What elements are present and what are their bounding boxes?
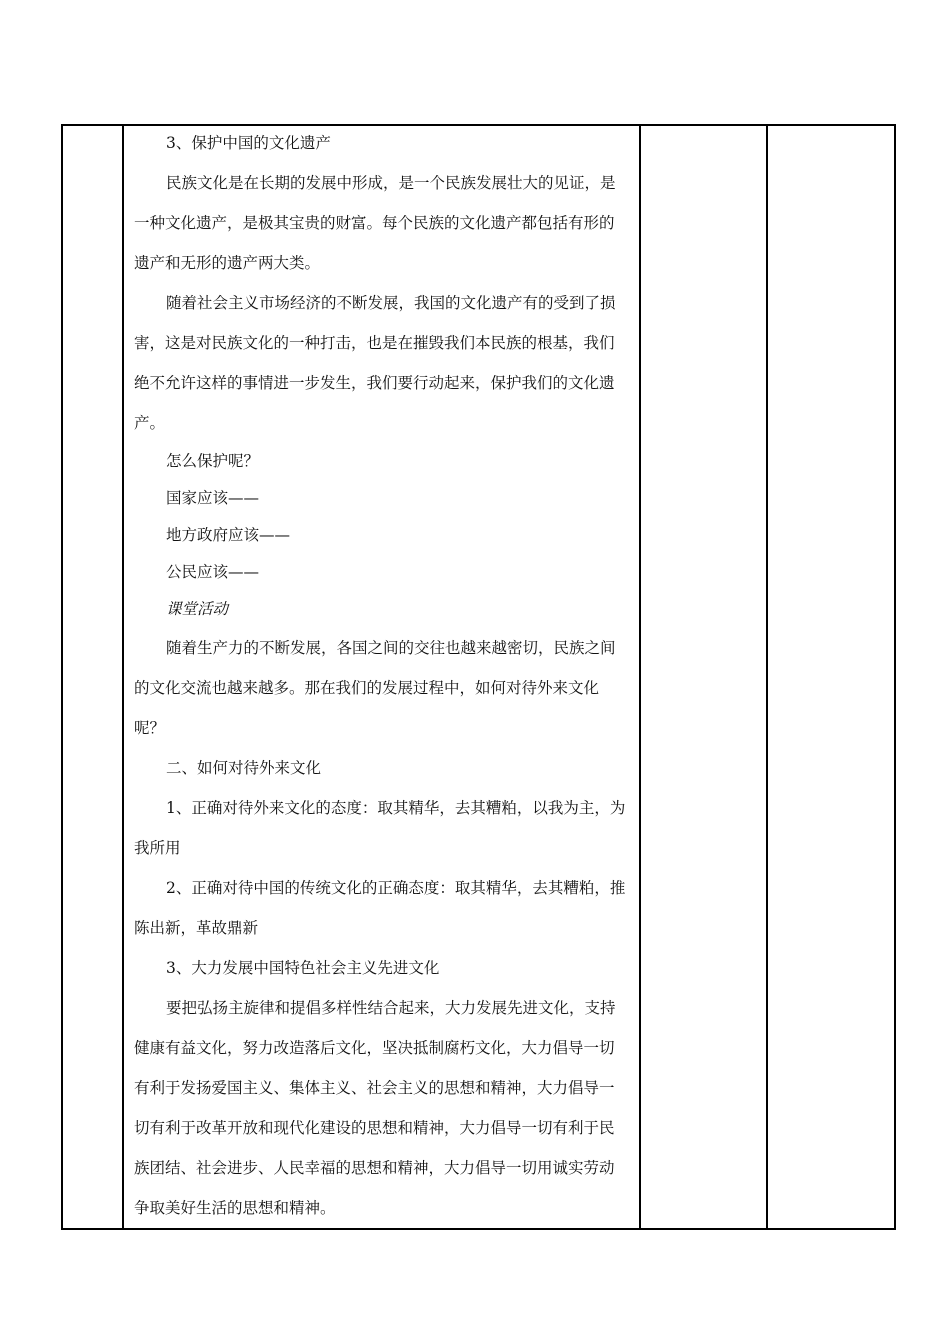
fourth-column-cell (767, 125, 895, 1229)
paragraph-advanced-culture: 要把弘扬主旋律和提倡多样性结合起来，大力发展先进文化，支持健康有益文化，努力改造落后文化，坚决抵制腐朽文化，大力倡导一切有利于发扬爱国主义、集体主义、社会主义的思想和精神，大力倡导一切有利于改革开放和现代化建设的思想和精神，大力倡导一切有利于民族团结、社会进步、人民幸福的思想和精神，大力倡导一切用诚实劳动争取美好生活的思想和精神。 (134, 999, 616, 1217)
question-how-protect: 怎么保护呢？ (166, 452, 260, 470)
paragraph-damage: 随着社会主义市场经济的不断发展，我国的文化遗产有的受到了损害，这是对民族文化的一种打击，也是在摧毁我们本民族的根基，我们绝不允许这样的事情进一步发生，我们要行动起来，保护我们的文化遗产。 (134, 294, 616, 432)
section-two-heading: 二、如何对待外来文化 (166, 759, 322, 777)
point-two: 2、正确对待中国的传统文化的正确态度：取其精华，去其糟粕，推陈出新，革故鼎新 (134, 879, 626, 937)
third-column-cell (640, 125, 767, 1229)
point-three: 3、大力发展中国特色社会主义先进文化 (166, 959, 440, 977)
classroom-activity-title: 课堂活动 (166, 600, 229, 618)
lesson-table (61, 124, 896, 1230)
content-cell (123, 125, 640, 1229)
line-citizen: 公民应该—— (166, 563, 260, 581)
left-margin-cell (62, 125, 123, 1229)
heading-protect-heritage: 3、保护中国的文化遗产 (166, 134, 331, 152)
lesson-content (124, 123, 639, 1228)
paragraph-activity: 随着生产力的不断发展，各国之间的交往也越来越密切，民族之间的文化交流也越来越多。那在我们的发展过程中，如何对待外来文化呢？ (134, 639, 616, 737)
paragraph-heritage: 民族文化是在长期的发展中形成，是一个民族发展壮大的见证，是一种文化遗产，是极其宝贵的财富。每个民族的文化遗产都包括有形的遗产和无形的遗产两大类。 (134, 174, 616, 272)
line-country: 国家应该—— (166, 489, 260, 507)
line-local-government: 地方政府应该—— (166, 526, 291, 544)
point-one: 1、正确对待外来文化的态度：取其精华，去其糟粕，以我为主，为我所用 (134, 799, 626, 857)
